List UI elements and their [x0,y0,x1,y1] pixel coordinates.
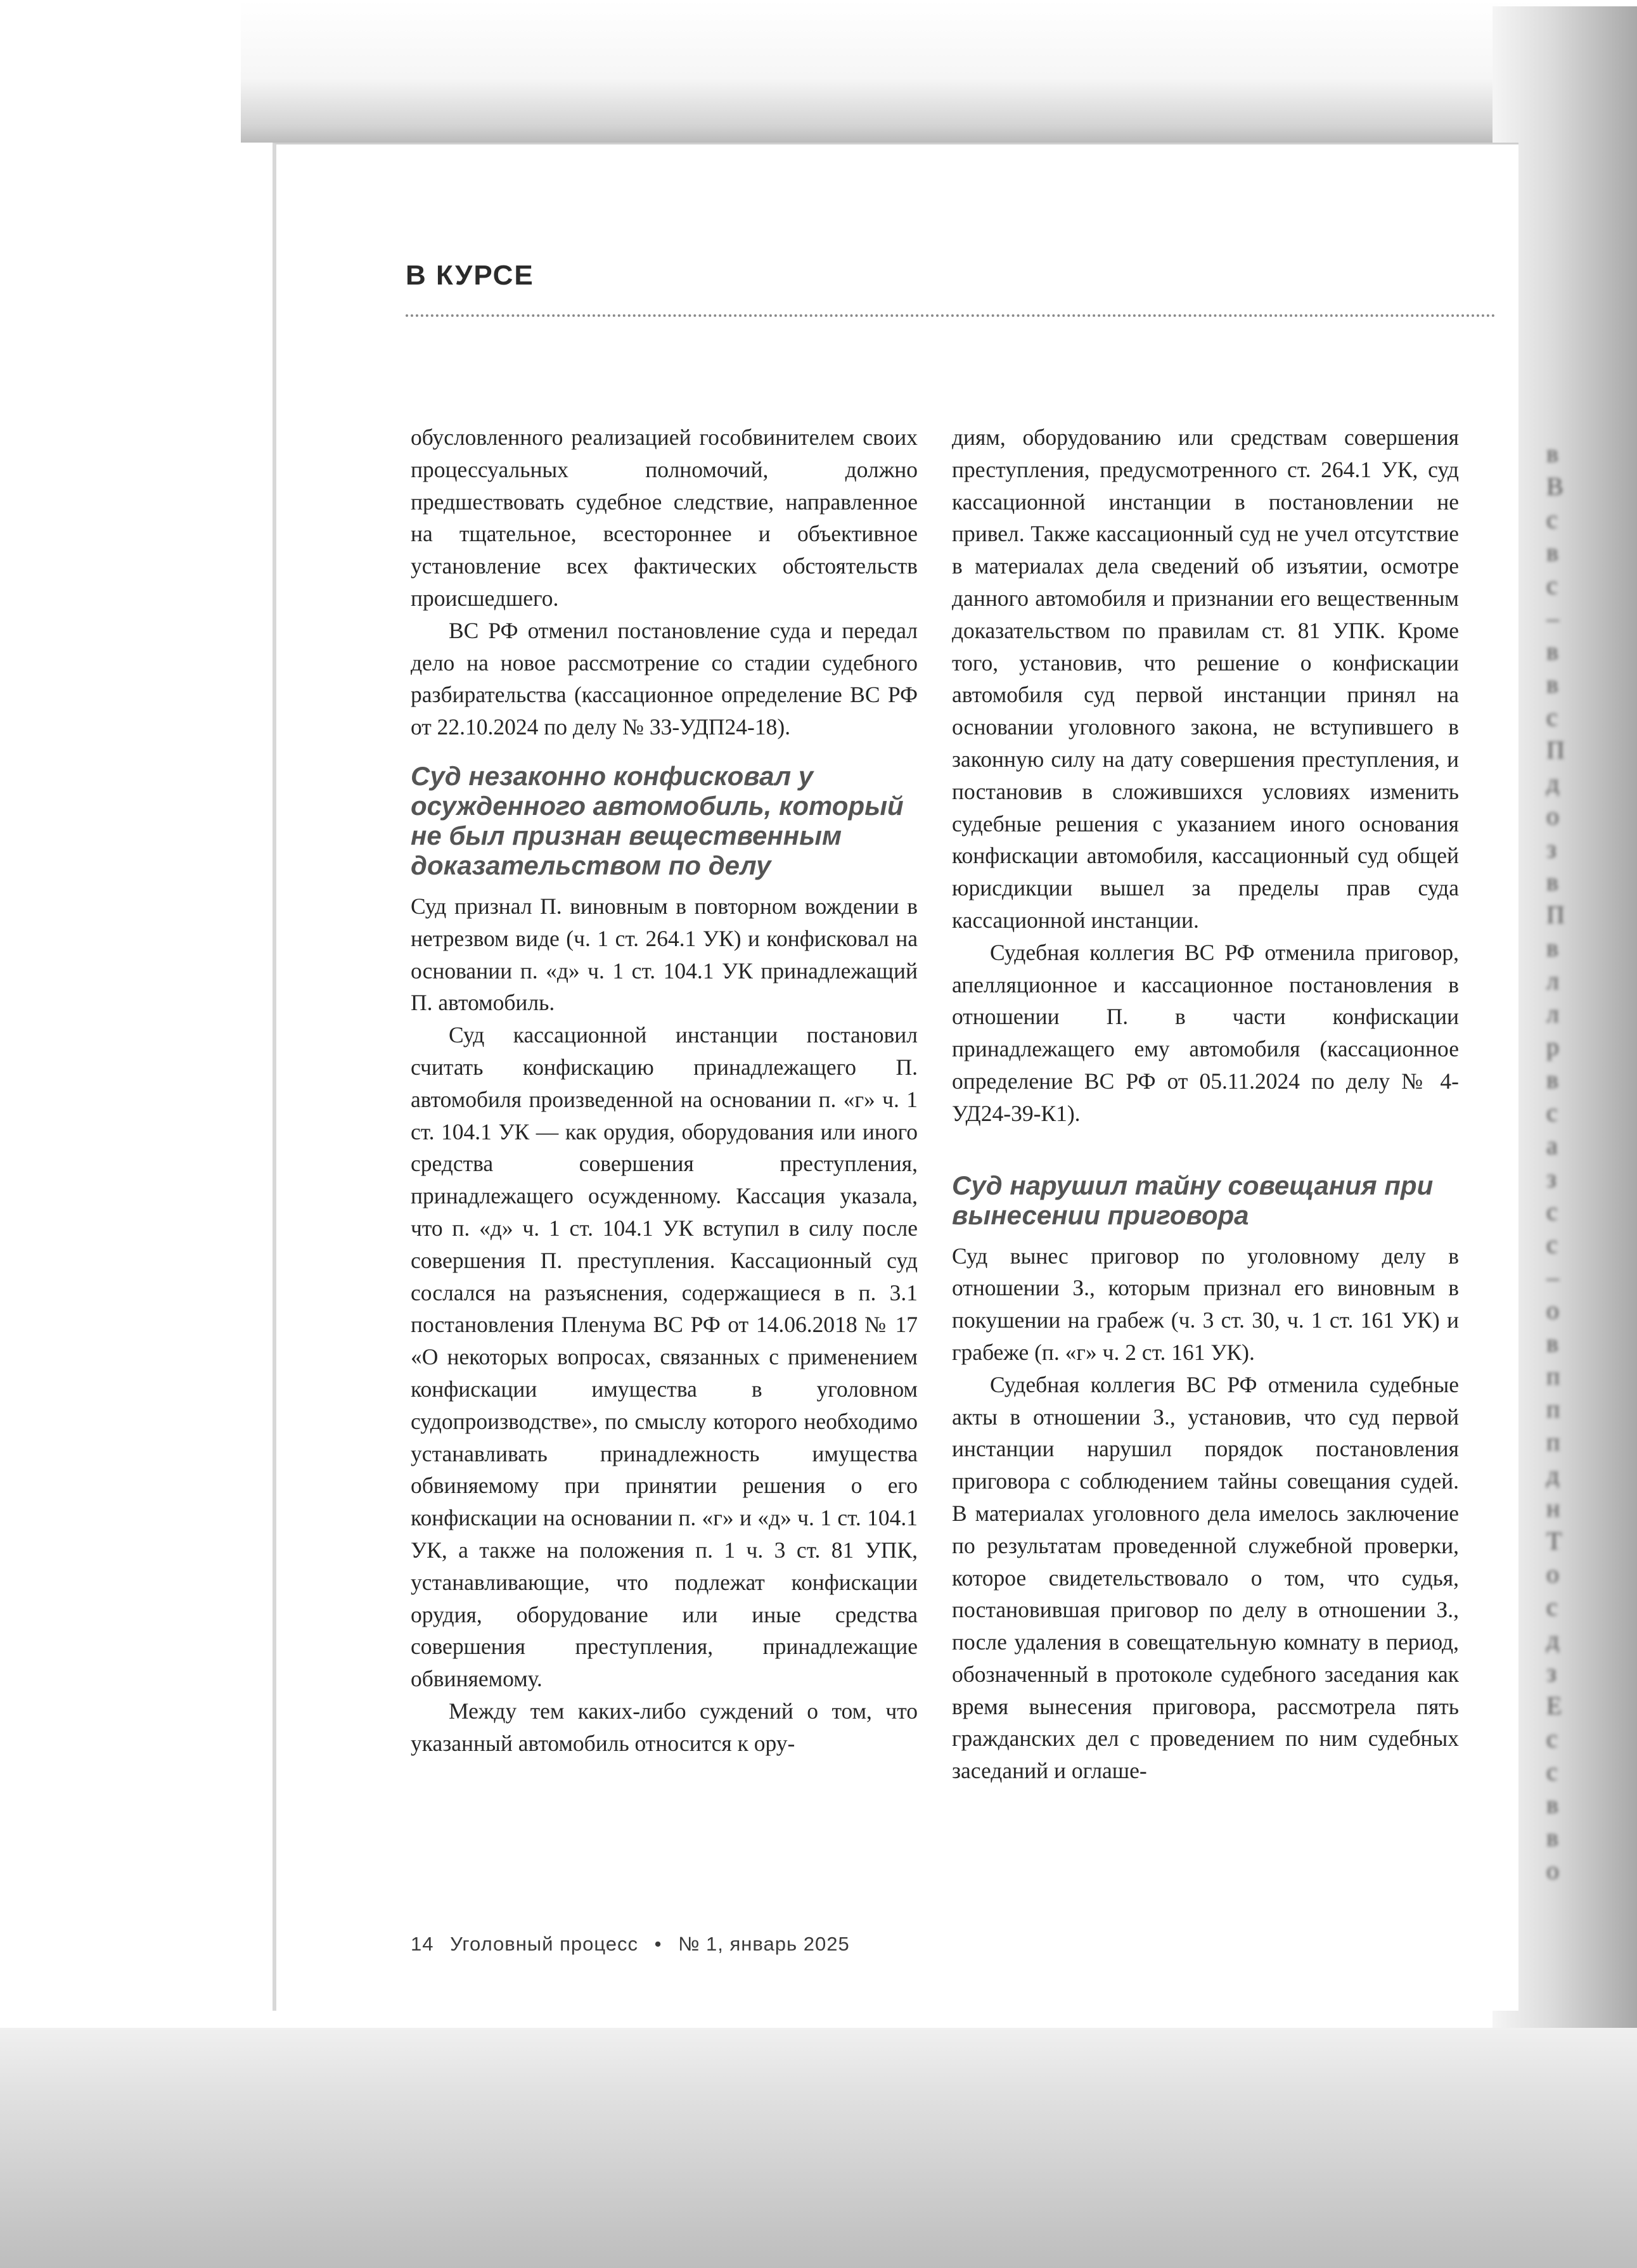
next-page-fragment: Т [1546,1527,1562,1555]
left-column [411,421,918,1759]
issue-info: № 1, январь 2025 [678,1933,850,1955]
next-page-fragment: – [1546,604,1559,632]
next-page-fragment: в [1546,868,1558,896]
article-heading: Суд нарушил тайну совещания при вынесении приговора [952,1170,1434,1230]
paragraph: Суд признал П. виновным в повторном вождении в нетрезвом виде (ч. 1 ст. 264.1 УК) и конфисковал на основании п. «д» ч. 1 ст. 104.1 УК принадлежащий П. автомобиль. [411,893,918,1016]
next-page-fragment: с [1546,1197,1558,1226]
next-page-fragment: л [1546,966,1559,995]
right-column [952,421,1459,1787]
journal-name: Уголовный процесс [450,1933,638,1955]
next-page-fragment: с [1546,1757,1558,1786]
next-page-fragment: з [1546,835,1557,863]
next-page-fragment: н [1546,1494,1560,1522]
next-page-fragment: в [1546,933,1558,962]
next-page-fragment: о [1546,1856,1559,1885]
section-title: В КУРСЕ [406,260,534,291]
scan-shadow-top [241,0,1572,143]
next-page-fragment: в [1546,637,1558,665]
next-page-fragment: р [1546,1032,1559,1061]
next-page-fragment: Е [1546,1691,1562,1720]
next-page-fragment: п [1546,1428,1560,1456]
next-page-fragment: П [1546,900,1565,929]
next-page-fragment: В [1546,472,1563,501]
next-page-fragment: с [1546,571,1558,599]
next-page-fragment: з [1546,1164,1557,1193]
paragraph: Судебная коллегия ВС РФ отменила приговор, апелляционное и кассационное постановления в отношении П. в части конфискации принадлежащего ему автомобиля (кассационное определение ВС РФ от 05.11.2024 по делу № 4-УД24-39-К1). [952,939,1459,1126]
paragraph: диям, оборудованию или средствам совершения преступления, предусмотренного ст. 264.1 УК, суд кассационной инстанции в постановлении не привел. Также кассационный суд не учел отсутствие в материалах дела сведений об изъятии, осмотре данного автомобиля и признании его вещественным доказательством по правилам ст. 81 УПК. Кроме того, установив, что решение о конфискации автомобиля суд первой инстанции принял на основании уголовного закона, не вступившего в законную силу на дату совершения преступления, и постановив в сложившихся условиях изменить судебные решения с указанием иного основания конфискации автомобиля, кассационный суд общей юрисдикции вышел за пределы прав суда кассационной инстанции. [952,425,1459,933]
next-page-fragment: с [1546,1230,1558,1259]
next-page-fragment: в [1546,1790,1558,1819]
next-page-fragment: о [1546,1296,1559,1324]
bullet-separator: • [654,1933,662,1955]
paragraph: обусловленного реализацией гособвинителем своих процессуальных полномочий, должно предшествовать судебное следствие, направленное на тщательное, всестороннее и объективное установление всех фактических обстоятельств происшедшего. [411,425,918,611]
next-page-fragment: в [1546,1329,1558,1357]
next-page-fragment: в [1546,670,1558,698]
next-page-fragment: а [1546,1131,1558,1160]
dotted-rule [406,314,1496,317]
paragraph: Судебная коллегия ВС РФ отменила судебные акты в отношении З., установив, что суд первой инстанции нарушил порядок постановления приговора с соблюдением тайны совещания судей. В материалах уголовного дела имелось заключение по результатам проведенной служебной проверки, которое свидетельствовало о том, что судья, постановившая приговор по делу в отношении З., после удаления в совещательную комнату в период, обозначенный в протоколе судебного заседания как время вынесения приговора, рассмотрела пять гражданских дел с проведением по ним судебных заседаний и оглаше- [952,1371,1459,1784]
paragraph: Суд вынес приговор по уголовному делу в отношении З., которым признал его виновным в покушении на грабеж (ч. 3 ст. 30, ч. 1 ст. 161 УК) и грабеже (п. «г» ч. 2 ст. 161 УК). [952,1243,1459,1365]
next-page-fragment: в [1546,1065,1558,1094]
next-page-bleed [1546,437,1622,1958]
next-page-fragment: в [1546,1823,1558,1852]
paragraph: Суд кассационной инстанции постановил считать конфискацию принадлежащего П. автомобиля произведенной на основании п. «г» ч. 1 ст. 104.1 УК — как орудия, оборудования или иного средства совершения преступления, принадлежащего осужденному. Кассация указала, что п. «д» ч. 1 ст. 104.1 УК вступил в силу после совершения П. преступления. Кассационный суд сослался на разъяснения, содержащиеся в п. 3.1 постановления Пленума ВС РФ от 14.06.2018 № 17 «О некоторых вопросах, связанных с применением конфискации имущества в уголовном судопроизводстве», по смыслу которого необходимо устанавливать принадлежность имущества обвиняемому при принятии решения о его конфискации на основании п. «г» и «д» ч. 1 ст. 104.1 УК, а также на положения п. 1 ч. 3 ст. 81 УПК, устанавливающие, что подлежат конфискации орудия, оборудование или иные средства совершения преступления, принадлежащие обвиняемому. [411,1022,918,1692]
article-heading: Суд незаконно конфисковал у осужденного автомобиль, который не был признан вещественным доказательством по делу [411,760,904,880]
next-page-fragment: с [1546,505,1558,534]
next-page-fragment: в [1546,538,1558,567]
next-page-fragment: л [1546,999,1559,1028]
next-page-fragment: – [1546,1263,1559,1291]
next-page-fragment: с [1546,1098,1558,1127]
next-page-fragment: о [1546,802,1559,830]
next-page-fragment: с [1546,703,1558,731]
next-page-fragment: д [1546,1625,1560,1654]
next-page-fragment: о [1546,1560,1559,1588]
next-page-fragment: з [1546,1658,1557,1687]
paragraph: ВС РФ отменил постановление суда и передал дело на новое рассмотрение со стадии судебного разбирательства (кассационное определение ВС РФ от 22.10.2024 по делу № 33-УДП24-18). [411,617,918,740]
scan-shadow-bottom [0,2028,1637,2268]
next-page-fragment: п [1546,1395,1560,1423]
page-footer [411,1933,860,1956]
next-page-fragment: с [1546,1724,1558,1753]
next-page-fragment: п [1546,1362,1560,1390]
paragraph: Между тем каких-либо суждений о том, что указанный автомобиль относится к ору- [411,1698,918,1756]
next-page-fragment: с [1546,1592,1558,1621]
page-number: 14 [411,1933,434,1955]
next-page-fragment: в [1546,439,1558,468]
next-page-fragment: П [1546,736,1565,764]
next-page-fragment: д [1546,1461,1560,1489]
next-page-fragment: д [1546,769,1560,797]
